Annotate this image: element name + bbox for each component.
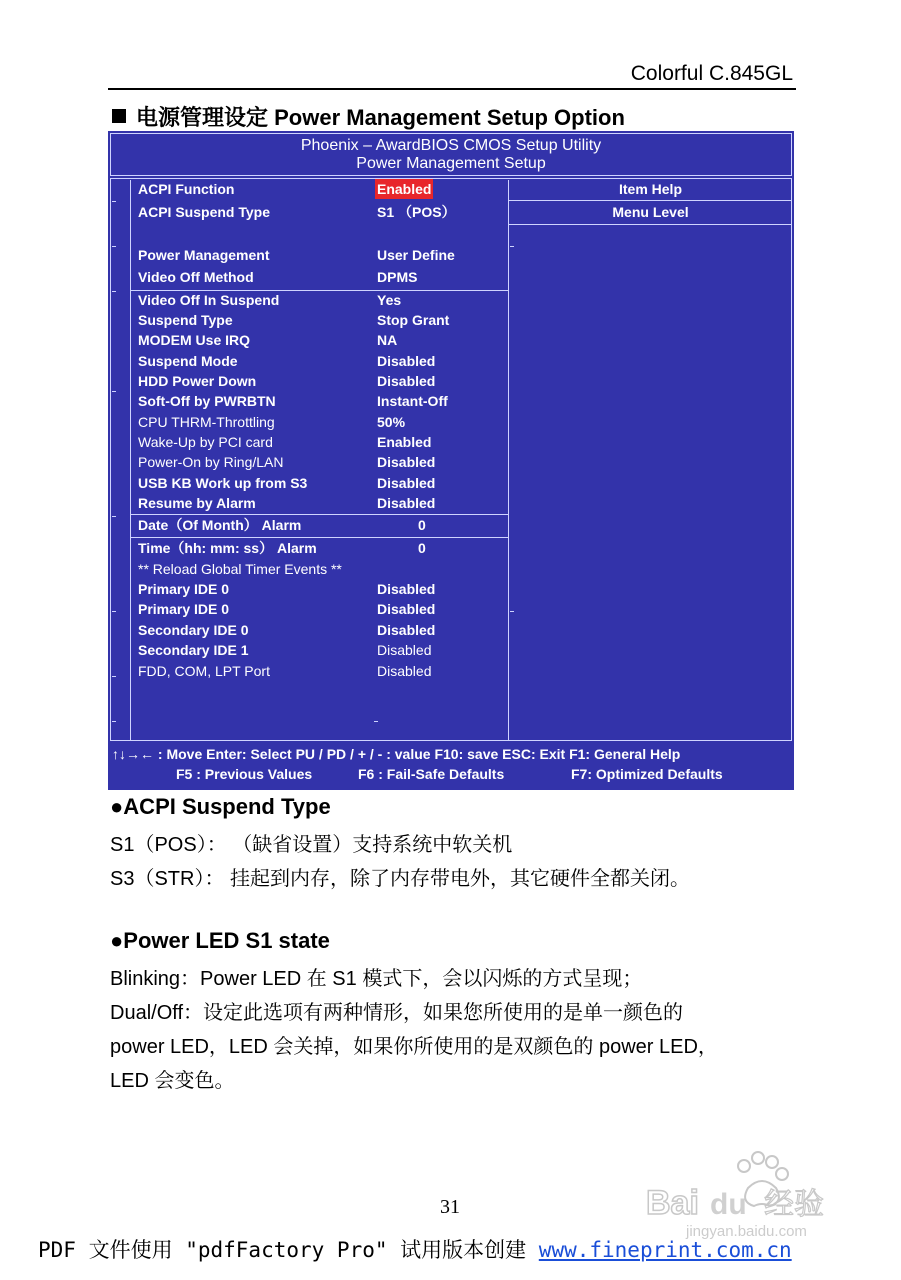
bios-row[interactable] — [138, 538, 510, 558]
setting-label: Primary IDE 0 — [138, 601, 230, 617]
setting-label: ** Reload Global Timer Events ** — [138, 561, 342, 577]
bios-title-box — [110, 133, 792, 176]
gutter-tick — [510, 246, 514, 247]
bios-keys-line1: ↑↓→← : Move Enter: Select PU / PD / + / - : value F10: save ESC: Exit F1: General Help — [112, 746, 681, 762]
gutter-tick — [112, 611, 116, 612]
bios-row[interactable] — [138, 371, 510, 391]
setting-label: Date（Of Month） Alarm — [138, 517, 302, 533]
setting-value[interactable]: Yes — [377, 292, 402, 308]
gutter-tick — [112, 516, 116, 517]
bios-row[interactable] — [138, 330, 510, 350]
gutter-tick — [112, 676, 116, 677]
led-line3: power LED，LED 会关掉，如果你所使用的是双颜色的 power LED， — [110, 1036, 718, 1058]
setting-value[interactable]: Disabled — [377, 475, 436, 491]
square-bullet-icon — [112, 109, 126, 123]
setting-label: Suspend Mode — [138, 353, 238, 369]
bios-row[interactable] — [138, 432, 510, 452]
bios-key-f5: F5 : Previous Values — [176, 766, 313, 782]
setting-value[interactable]: Disabled — [377, 454, 436, 470]
setting-value[interactable]: Stop Grant — [377, 312, 450, 328]
section-title-text: 电源管理设定 Power Management Setup Option — [136, 105, 625, 130]
setting-label: Power-On by Ring/LAN — [138, 454, 284, 470]
setting-value[interactable]: DPMS — [377, 269, 418, 285]
watermark-url: jingyan.baidu.com — [686, 1223, 807, 1240]
setting-value[interactable]: Disabled — [377, 495, 436, 511]
acpi-heading: ●ACPI Suspend Type — [110, 794, 331, 819]
baidu-watermark-logo — [644, 1144, 854, 1244]
bios-row[interactable] — [138, 620, 510, 640]
pdf-footer — [38, 1234, 792, 1264]
bios-row[interactable] — [138, 661, 510, 681]
footer-text: PDF 文件使用 "pdfFactory Pro" 试用版本创建 — [38, 1238, 539, 1262]
header-brand: Colorful C.845GL — [630, 62, 793, 85]
page-number: 31 — [440, 1196, 460, 1218]
help-divider — [509, 224, 792, 225]
bios-row[interactable] — [138, 599, 510, 619]
help-divider — [509, 200, 792, 201]
setting-value[interactable]: NA — [377, 332, 398, 348]
setting-value[interactable]: Disabled — [377, 373, 436, 389]
setting-value[interactable]: Disabled — [377, 581, 436, 597]
acpi-line2: S3（STR）： 挂起到内存，除了内存带电外，其它硬件全都关闭。 — [110, 868, 691, 890]
bios-key-f7: F7: Optimized Defaults — [571, 766, 723, 782]
setting-value-selected[interactable]: Enabled — [377, 181, 432, 197]
setting-label: FDD, COM, LPT Port — [138, 663, 270, 679]
setting-value[interactable]: Disabled — [377, 622, 436, 638]
gutter-tick — [112, 721, 116, 722]
bios-row[interactable] — [138, 267, 510, 287]
svg-text:du: du — [710, 1188, 747, 1221]
gutter-tick — [510, 611, 514, 612]
setting-label: HDD Power Down — [138, 373, 257, 389]
acpi-line1: S1（POS）： （缺省设置）支持系统中软关机 — [110, 834, 513, 856]
setting-label: Video Off In Suspend — [138, 292, 280, 308]
bios-screenshot — [108, 131, 794, 790]
setting-label: ACPI Suspend Type — [138, 204, 270, 220]
led-line4: LED 会变色。 — [110, 1070, 235, 1092]
setting-label: ACPI Function — [138, 181, 235, 197]
setting-value[interactable]: Enabled — [377, 434, 432, 450]
bios-title-line2: Power Management Setup — [356, 155, 546, 172]
bios-row[interactable] — [138, 640, 510, 660]
bios-row[interactable] — [138, 515, 510, 535]
gutter-tick — [112, 201, 116, 202]
setting-value[interactable]: Disabled — [377, 601, 436, 617]
bios-row[interactable] — [138, 452, 510, 472]
header-rule — [108, 88, 796, 90]
setting-value[interactable]: 0 — [418, 540, 426, 556]
setting-value[interactable]: 50% — [377, 414, 406, 430]
setting-value[interactable]: Disabled — [377, 353, 436, 369]
gutter-tick — [112, 246, 116, 247]
setting-label: Primary IDE 0 — [138, 581, 230, 597]
setting-value[interactable]: S1 （POS） — [377, 204, 456, 220]
bios-row[interactable] — [138, 579, 510, 599]
gutter-tick — [112, 391, 116, 392]
gutter-tick — [374, 721, 378, 722]
setting-label: Secondary IDE 0 — [138, 622, 249, 638]
bios-row[interactable] — [138, 473, 510, 493]
setting-label: USB KB Work up from S3 — [138, 475, 308, 491]
gutter-tick — [112, 291, 116, 292]
svg-text:经验: 经验 — [764, 1187, 824, 1222]
item-help-title: Item Help — [618, 181, 682, 197]
bios-row[interactable] — [138, 290, 510, 310]
bios-row[interactable] — [138, 412, 510, 432]
svg-text:Bai: Bai — [646, 1184, 699, 1222]
bios-row[interactable] — [138, 351, 510, 371]
setting-label: Time（hh: mm: ss） Alarm — [138, 540, 317, 556]
fineprint-link[interactable]: www.fineprint.com.cn — [538, 1238, 792, 1262]
setting-label: CPU THRM-Throttling — [138, 414, 275, 430]
setting-value[interactable]: Instant-Off — [377, 393, 448, 409]
bios-row[interactable] — [138, 493, 510, 513]
setting-label: Suspend Type — [138, 312, 233, 328]
setting-label: Soft-Off by PWRBTN — [138, 393, 276, 409]
setting-value[interactable]: Disabled — [377, 663, 432, 679]
led-heading: ●Power LED S1 state — [110, 928, 330, 953]
setting-label: Wake-Up by PCI card — [138, 434, 273, 450]
setting-label: Power Management — [138, 247, 270, 263]
bios-key-f6: F6 : Fail-Safe Defaults — [358, 766, 505, 782]
bios-row[interactable] — [138, 202, 510, 222]
led-line2: Dual/Off：设定此选项有两种情形，如果您所使用的是单一颜色的 — [110, 1002, 683, 1024]
bios-row — [138, 559, 510, 579]
bios-row[interactable] — [138, 391, 510, 411]
setting-value[interactable]: Disabled — [377, 642, 432, 658]
setting-value[interactable]: 0 — [418, 517, 426, 533]
setting-value[interactable]: User Define — [377, 247, 455, 263]
bios-row[interactable] — [138, 310, 510, 330]
setting-label: Secondary IDE 1 — [138, 642, 249, 658]
bios-row[interactable] — [138, 245, 510, 265]
bios-row[interactable] — [138, 179, 510, 199]
setting-label: MODEM Use IRQ — [138, 332, 251, 348]
setting-label: Resume by Alarm — [138, 495, 256, 511]
led-line1: Blinking：Power LED 在 S1 模式下，会以闪烁的方式呈现； — [110, 968, 643, 990]
bios-title-line1: Phoenix – AwardBIOS CMOS Setup Utility — [300, 137, 602, 154]
menu-level-label: Menu Level — [612, 204, 689, 220]
section-title — [112, 101, 625, 132]
setting-label: Video Off Method — [138, 269, 254, 285]
bios-left-gutter — [130, 180, 131, 741]
